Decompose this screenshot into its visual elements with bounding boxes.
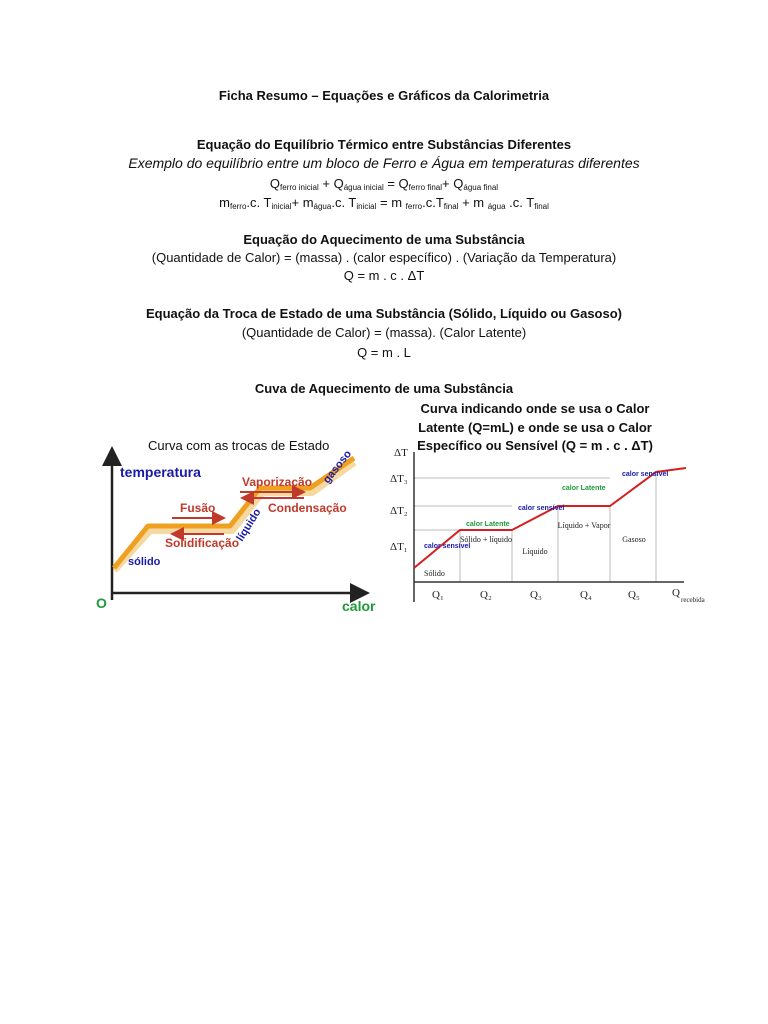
origin-label: O — [96, 595, 107, 611]
y-axis-label: temperatura — [120, 464, 201, 480]
annotation-latente-2: calor Latente — [562, 485, 606, 492]
right-heat-type-chart — [384, 442, 714, 606]
right-caption-line: Específico ou Sensível (Q = m . c . ΔT) — [417, 438, 653, 453]
x-tick-q1: Q₁ — [432, 589, 444, 601]
x-axis-label: calor — [342, 598, 376, 614]
label-fusao: Fusão — [180, 501, 216, 515]
x-tick-q2: Q₂ — [480, 589, 492, 601]
y-axis-title: ΔT — [394, 447, 408, 459]
equilibrio-equation-2: $m_{ferro}.c$. $T_{inicial}+ m_{água}.c$. $T_{inicial} = m$ $_{ferro}.c.T_{final} + m$ $_{água}$ .c. $T_{final}$ — [219, 195, 549, 211]
right-caption-line: Latente (Q=mL) e onde se usa o Calor — [418, 419, 652, 435]
annotation-sensivel-1: calor sensível — [424, 543, 471, 550]
left-state-change-chart — [92, 448, 376, 616]
aquecimento-words: (Quantidade de Calor) = (massa) . (calor específico) . (Variação da Temperatura) — [151, 250, 617, 265]
label-vaporizacao: Vaporização — [242, 475, 313, 489]
equilibrio-heading: Equação do Equilíbrio Térmico entre Substâncias Diferentes — [196, 137, 572, 152]
region-liquido: Líquido — [522, 547, 548, 556]
troca-heading: Equação da Troca de Estado de uma Substância (Sólido, Líquido ou Gasoso) — [145, 306, 623, 321]
annotation-sensivel-3: calor sensível — [622, 471, 669, 478]
equilibrio-equation-1: $Q_{ferro inicial} + Q_{água inicial} = Q_{ferro final}+ Q_{água final}$ — [269, 176, 499, 192]
right-caption-line: Curva indicando onde se usa o Calor — [420, 401, 650, 416]
curva-heading: Cuva de Aquecimento de uma Substância — [254, 381, 514, 396]
region-solido-liquido: Sólido + líquido — [459, 535, 513, 544]
y-tick-dt2: ΔT₂ — [390, 505, 408, 517]
y-tick-dt1: ΔT₁ — [390, 541, 408, 553]
label-gasoso: gasoso — [320, 448, 355, 486]
region-liquido-vapor: Líquido + Vapor — [557, 521, 611, 530]
aquecimento-heading: Equação do Aquecimento de uma Substância — [243, 232, 525, 247]
label-solido: sólido — [128, 556, 161, 568]
annotation-latente-1: calor Latente — [466, 521, 510, 528]
left-chart-caption: Curva com as trocas de Estado — [148, 438, 330, 453]
y-tick-dt3: ΔT₃ — [390, 473, 408, 485]
annotation-sensivel-2: calor sensível — [518, 505, 565, 512]
label-solidificacao: Solidificação — [165, 536, 240, 550]
x-tick-q4: Q₄ — [580, 589, 592, 601]
label-liquido: líquido — [234, 506, 264, 544]
troca-formula: Q = m . L — [357, 345, 411, 360]
equilibrio-example: Exemplo do equilíbrio entre um bloco de Ferro e Água em temperaturas diferentes — [128, 155, 640, 171]
x-tick-q3: Q₃ — [530, 589, 542, 601]
x-tick-q5: Q₅ — [628, 589, 640, 601]
page-title: Ficha Resumo – Equações e Gráficos da Calorimetria — [218, 88, 550, 103]
region-solido: Sólido — [424, 569, 445, 578]
region-gasoso: Gasoso — [622, 535, 646, 544]
x-axis-sub: recebida — [681, 596, 705, 604]
label-condensacao: Condensação — [268, 501, 347, 515]
troca-words: (Quantidade de Calor) = (massa). (Calor Latente) — [241, 325, 527, 340]
heating-curve — [414, 468, 686, 568]
x-axis-label: Q — [672, 587, 680, 599]
aquecimento-formula: Q = m . c . ΔT — [343, 268, 425, 283]
